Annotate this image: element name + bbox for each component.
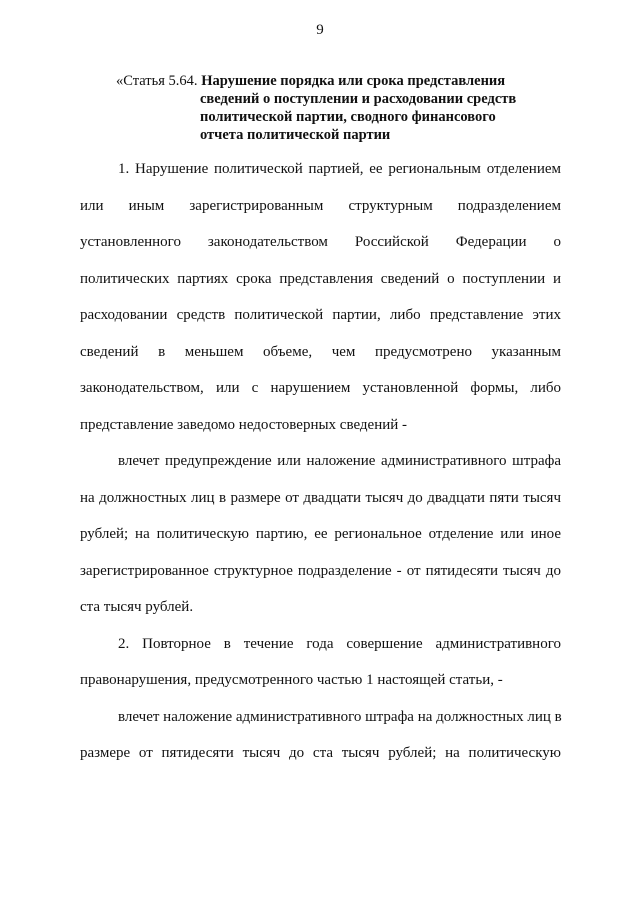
text-line: 1. Нарушение политической партией, ее региональным отделением (118, 161, 561, 177)
text-line: рублей; на политическую партию, ее региональное отделение или иное (80, 526, 561, 542)
text-line: зарегистрированное структурное подразделение - от пятидесяти тысяч до (80, 562, 561, 579)
article-body (80, 151, 561, 772)
page-number: 9 (316, 22, 324, 38)
paragraph-part-2 (80, 626, 561, 699)
article-title-line: отчета политической партии (200, 127, 391, 143)
text-line: установленного законодательством Российской Федерации о (80, 234, 561, 250)
text-line: влечет наложение административного штрафа на должностных лиц в (118, 708, 562, 725)
article-title-line: сведений о поступлении и расходовании средств (200, 91, 517, 107)
text-line: политических партиях срока представления сведений о поступлении и (80, 270, 561, 287)
text-line: расходовании средств политической партии, либо представление этих (80, 307, 561, 323)
article-number: «Статья 5.64. (116, 73, 198, 89)
text-line: ста тысяч рублей. (80, 599, 194, 615)
text-line: представление заведомо недостоверных сведений - (80, 416, 408, 433)
text-line: законодательством, или с нарушением установленной формы, либо (80, 380, 561, 396)
paragraph-sanction-2 (80, 699, 561, 772)
text-line: размере от пятидесяти тысяч до ста тысяч рублей; на политическую (80, 745, 561, 761)
text-line: на должностных лиц в размере от двадцати тысяч до двадцати пяти тысяч (80, 489, 561, 506)
article-heading (116, 72, 586, 144)
text-line: или иным зарегистрированным структурным подразделением (80, 197, 561, 214)
paragraph-part-1 (80, 151, 561, 443)
text-line: правонарушения, предусмотренного частью 1 настоящей статьи, - (80, 672, 503, 688)
text-line: влечет предупреждение или наложение административного штрафа (118, 453, 561, 469)
paragraph-sanction-1 (80, 443, 561, 626)
article-title-line: Нарушение порядка или срока представления (201, 73, 506, 89)
article-heading-first-row (116, 72, 586, 90)
text-line: сведений в меньшем объеме, чем предусмотрено указанным (80, 343, 561, 360)
article-title-line: политической партии, сводного финансового (200, 109, 496, 125)
text-line: 2. Повторное в течение года совершение административного (118, 635, 561, 652)
